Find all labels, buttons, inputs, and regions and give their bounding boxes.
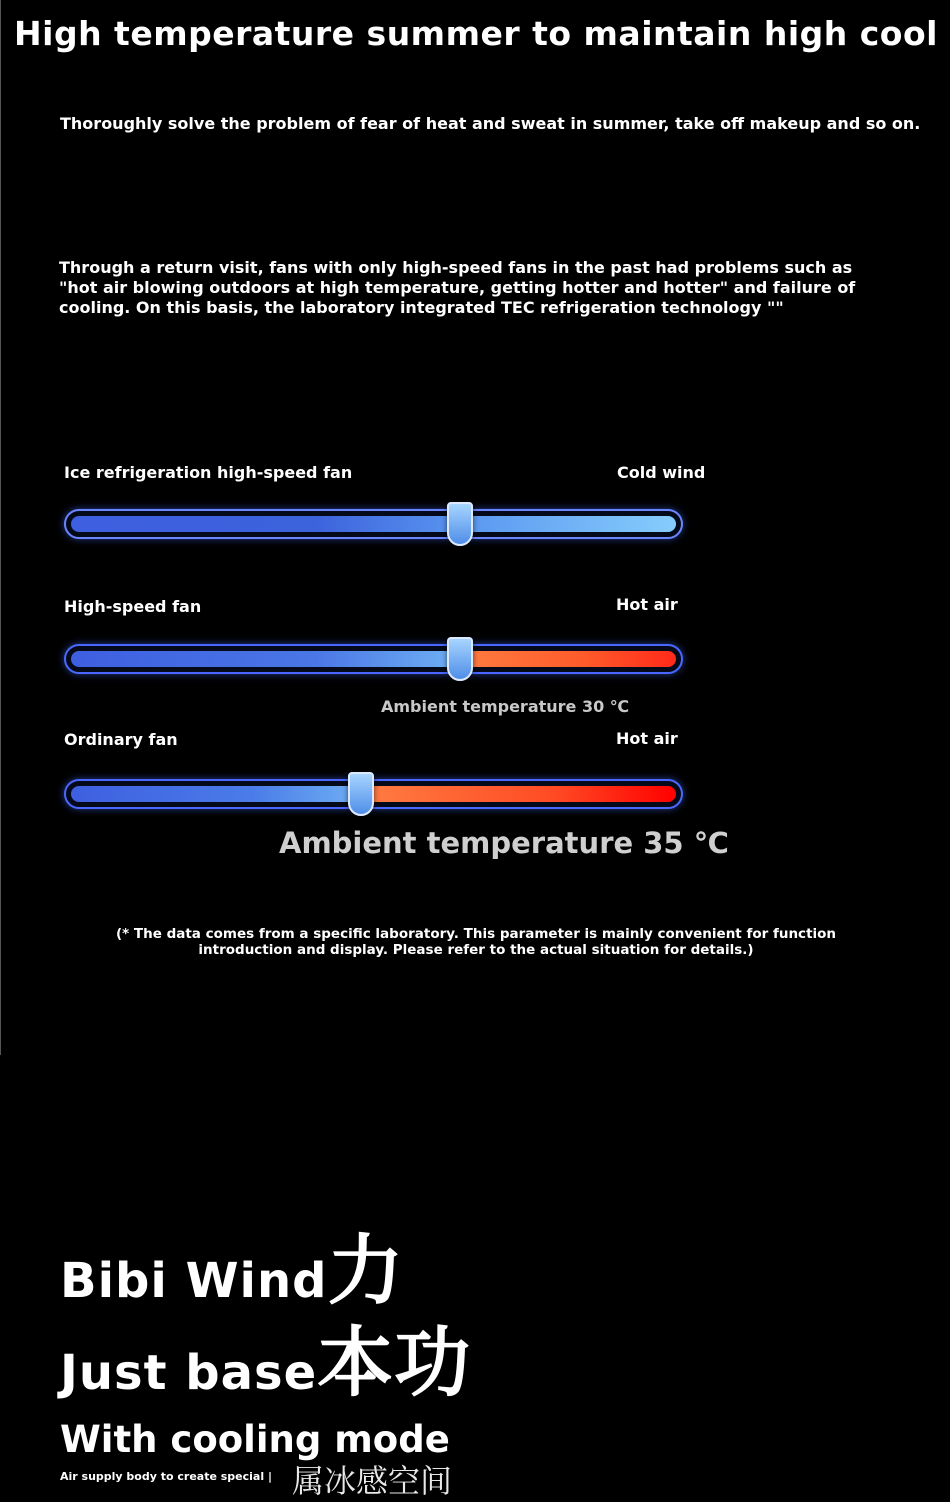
slider-2-thumb: [447, 637, 473, 681]
feature-line-2-cjk: 本功: [317, 1318, 472, 1407]
feature-line-1-cjk: 力: [327, 1226, 405, 1315]
slider-1-thumb: [447, 502, 473, 546]
feature-line-2-text: Just base: [60, 1345, 318, 1401]
cooling-mode-title: With cooling mode: [60, 1418, 450, 1461]
slider-high-speed: [64, 644, 683, 674]
slider-2-track: [71, 651, 676, 667]
feature-line-2: [60, 1302, 471, 1411]
slider-3-label: Ordinary fan: [64, 730, 178, 749]
slider-2-right-label: Hot air: [616, 595, 678, 614]
subheadline: Thoroughly solve the problem of fear of heat and sweat in summer, take off makeup and so on.: [60, 114, 921, 133]
slider-1-label: Ice refrigeration high-speed fan: [64, 463, 353, 482]
feature-line-1-text: Bibi Wind: [60, 1253, 328, 1309]
slider-3-right-label: Hot air: [616, 729, 678, 748]
ambient-temperature-35: Ambient temperature 35 ℃: [279, 826, 729, 860]
ice-space-caption: 属冰感空间: [292, 1462, 453, 1500]
description-paragraph: Through a return visit, fans with only high-speed fans in the past had problems such as "hot air blowing outdoors at high temperature, getting hotter and hotter" and failure of cooling. On this basis, the laboratory integrated TEC refrigeration technology "": [59, 258, 856, 317]
slider-2-label: High-speed fan: [64, 597, 202, 616]
slider-ice-refrigeration: [64, 509, 683, 539]
slider-3-thumb: [348, 772, 374, 816]
air-supply-caption: Air supply body to create special |: [60, 1470, 272, 1483]
slider-1-right-label: Cold wind: [617, 463, 706, 482]
slider-ordinary: [64, 779, 683, 809]
ambient-temperature-30: Ambient temperature 30 ℃: [381, 697, 630, 716]
disclaimer-note: (* The data comes from a specific laboratory. This parameter is mainly convenient for function introduction and display. Please refer to the actual situation for details.): [115, 926, 837, 958]
headline: High temperature summer to maintain high cool: [14, 14, 938, 53]
slider-1-track: [71, 516, 676, 532]
